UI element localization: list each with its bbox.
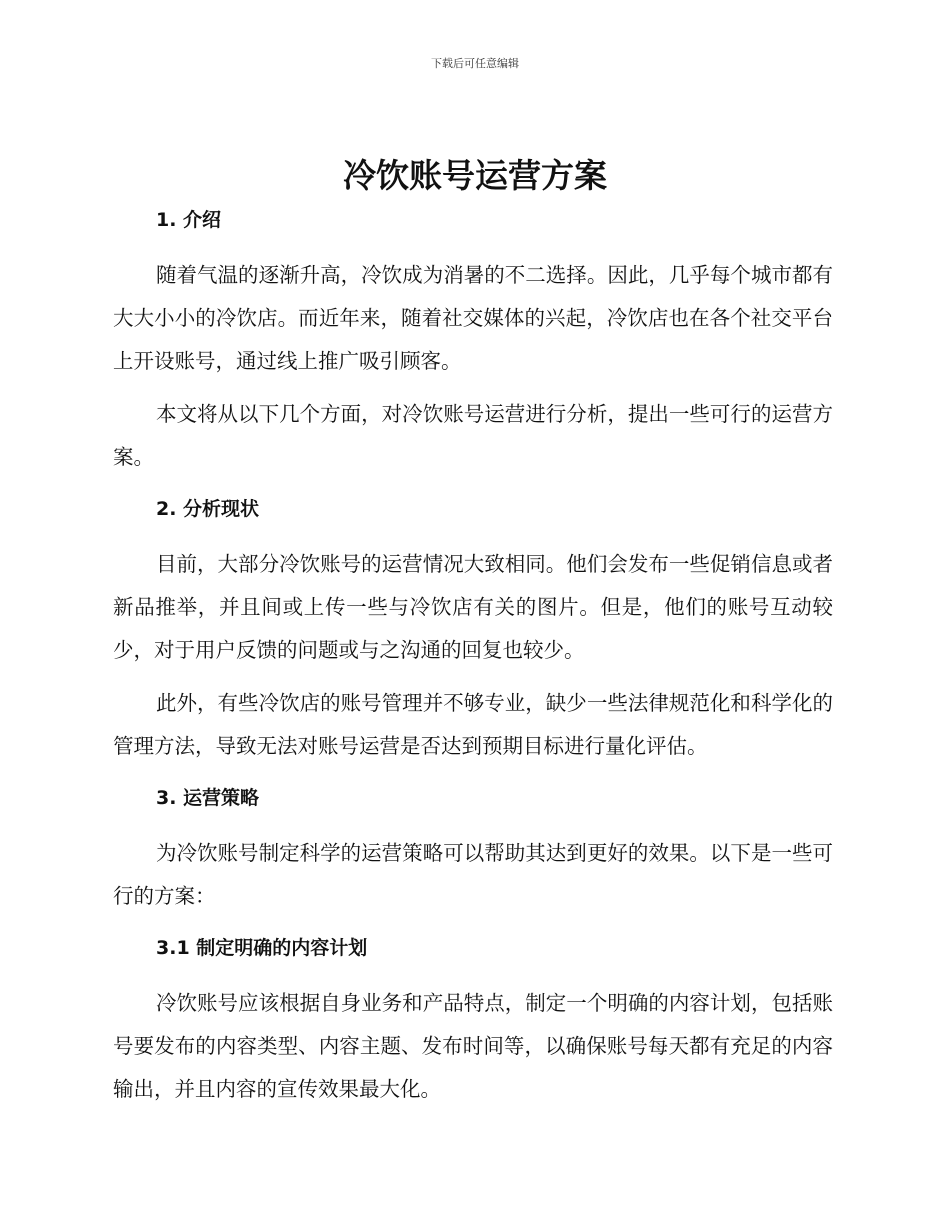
document-body: [113, 200, 833, 1111]
section-heading: 2. 分析现状: [156, 498, 260, 520]
paragraph: 冷饮账号应该根据自身业务和产品特点，制定一个明确的内容计划，包括账号要发布的内容类型、内容主题、发布时间等，以确保账号每天都有充足的内容输出，并且内容的宣传效果最大化。: [113, 991, 833, 1101]
header-note: 下载后可任意编辑: [431, 57, 519, 70]
section-heading: 3. 运营策略: [156, 787, 260, 809]
document-title: 冷饮账号运营方案: [343, 156, 607, 195]
section-heading: 3.1 制定明确的内容计划: [156, 937, 368, 959]
paragraph: 目前，大部分冷饮账号的运营情况大致相同。他们会发布一些促销信息或者新品推举，并且间或上传一些与冷饮店有关的图片。但是，他们的账号互动较少，对于用户反馈的问题或与之沟通的回复也较少。: [113, 552, 833, 662]
section-current-status: [113, 489, 833, 768]
paragraph: 此外，有些冷饮店的账号管理并不够专业，缺少一些法律规范化和科学化的管理方法，导致无法对账号运营是否达到预期目标进行量化评估。: [113, 691, 833, 758]
section-strategy: [113, 778, 833, 918]
section-heading: 1. 介绍: [156, 209, 222, 231]
section-content-plan: [113, 928, 833, 1111]
paragraph: 为冷饮账号制定科学的运营策略可以帮助其达到更好的效果。以下是一些可行的方案：: [113, 841, 833, 908]
section-introduction: [113, 200, 833, 479]
paragraph: 本文将从以下几个方面，对冷饮账号运营进行分析，提出一些可行的运营方案。: [113, 402, 833, 469]
paragraph: 随着气温的逐渐升高，冷饮成为消暑的不二选择。因此，几乎每个城市都有大大小小的冷饮店。而近年来，随着社交媒体的兴起，冷饮店也在各个社交平台上开设账号，通过线上推广吸引顾客。: [113, 263, 833, 373]
